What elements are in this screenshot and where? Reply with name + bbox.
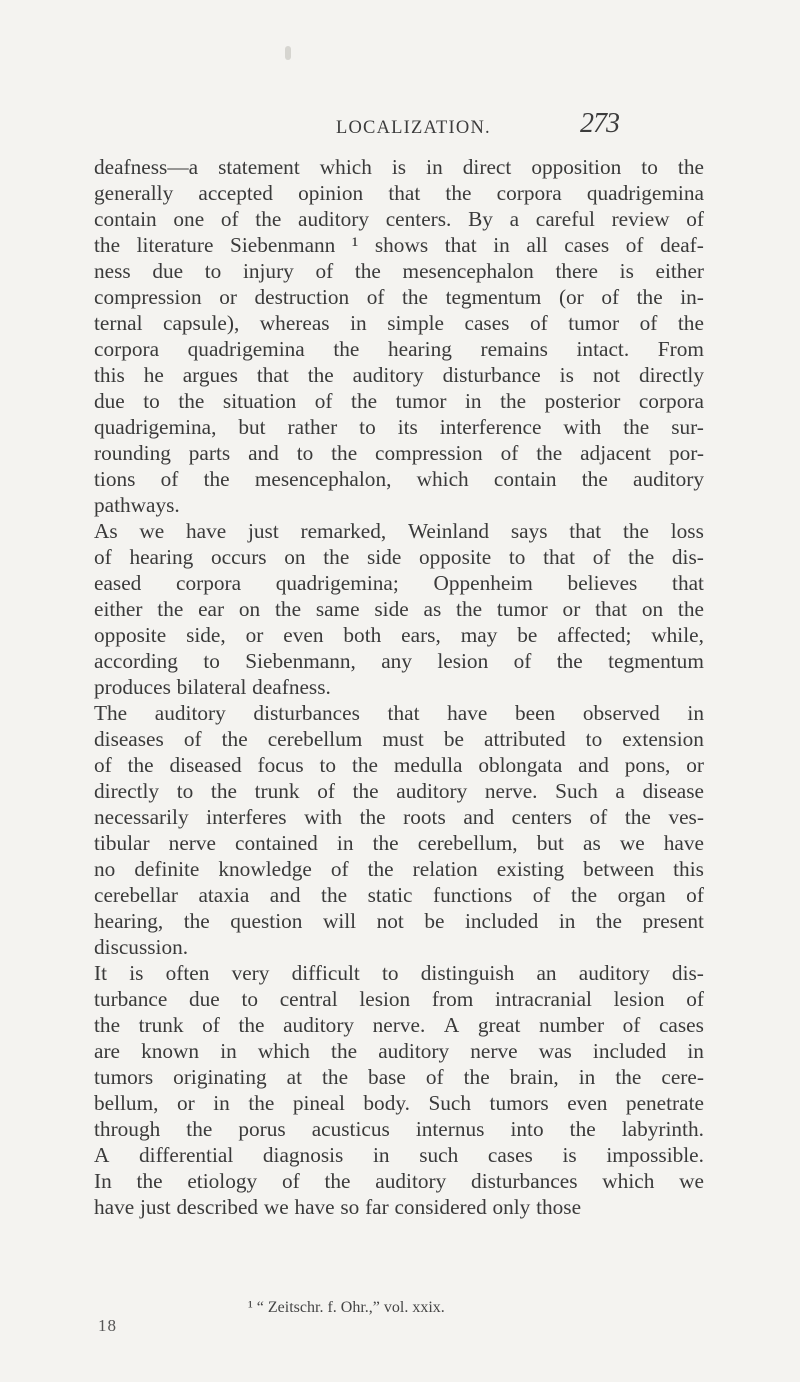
text-line: the literature Siebenmann ¹ shows that in all cases of deaf- <box>94 233 704 257</box>
text-line: are known in which the auditory nerve was included in <box>94 1039 704 1063</box>
text-line: either the ear on the same side as the tumor or that on the <box>94 597 704 621</box>
text-line: hearing, the question will not be included in the present <box>94 909 704 933</box>
text-line: It is often very difficult to distinguish an auditory dis- <box>94 961 704 985</box>
text-line: bellum, or in the pineal body. Such tumors even penetrate <box>94 1091 704 1115</box>
text-line: due to the situation of the tumor in the posterior corpora <box>94 389 704 413</box>
text-line: deafness—a statement which is in direct opposition to the <box>94 155 704 179</box>
text-line: rounding parts and to the compression of the adjacent por- <box>94 441 704 465</box>
text-line: have just described we have so far considered only those <box>94 1195 582 1219</box>
text-line: opposite side, or even both ears, may be affected; while, <box>94 623 704 647</box>
text-line: the trunk of the auditory nerve. A great number of cases <box>94 1013 704 1037</box>
text-line: ternal capsule), whereas in simple cases of tumor of the <box>94 311 704 335</box>
running-head: LOCALIZATION. <box>336 118 491 138</box>
text-line: tibular nerve contained in the cerebellum, but as we have <box>94 831 704 855</box>
text-line: As we have just remarked, Weinland says that the loss <box>94 519 704 543</box>
text-line: compression or destruction of the tegmentum (or of the in- <box>94 285 704 309</box>
text-line: ness due to injury of the mesencephalon there is either <box>94 259 704 283</box>
text-line: generally accepted opinion that the corpora quadrigemina <box>94 181 704 205</box>
text-line: according to Siebenmann, any lesion of the tegmentum <box>94 649 704 673</box>
text-line: tumors originating at the base of the brain, in the cere- <box>94 1065 704 1089</box>
text-line: no definite knowledge of the relation existing between this <box>94 857 704 881</box>
text-line: A differential diagnosis in such cases is impossible. <box>94 1143 704 1167</box>
body-text <box>94 154 704 1220</box>
text-line: produces bilateral deafness. <box>94 675 331 699</box>
text-line: eased corpora quadrigemina; Oppenheim believes that <box>94 571 704 595</box>
text-line: tions of the mesencephalon, which contain the auditory <box>94 467 704 491</box>
text-line: diseases of the cerebellum must be attributed to extension <box>94 727 704 751</box>
text-line: of hearing occurs on the side opposite to that of the dis- <box>94 545 704 569</box>
text-line: pathways. <box>94 493 180 517</box>
text-line: directly to the trunk of the auditory nerve. Such a disease <box>94 779 704 803</box>
text-line: quadrigemina, but rather to its interference with the sur- <box>94 415 704 439</box>
signature-mark: 18 <box>98 1316 117 1335</box>
page-number: 273 <box>580 108 619 139</box>
text-line: of the diseased focus to the medulla oblongata and pons, or <box>94 753 704 777</box>
text-line: cerebellar ataxia and the static functions of the organ of <box>94 883 704 907</box>
text-line: this he argues that the auditory disturbance is not directly <box>94 363 704 387</box>
page-header <box>0 108 800 148</box>
footnote: ¹ “ Zeitschr. f. Ohr.,” vol. xxix. <box>248 1299 445 1316</box>
text-line: In the etiology of the auditory disturbances which we <box>94 1169 704 1193</box>
page-speck <box>285 46 291 60</box>
text-line: turbance due to central lesion from intracranial lesion of <box>94 987 704 1011</box>
text-line: contain one of the auditory centers. By a careful review of <box>94 207 704 231</box>
text-line: discussion. <box>94 935 189 959</box>
text-line: necessarily interferes with the roots and centers of the ves- <box>94 805 704 829</box>
text-line: through the porus acusticus internus into the labyrinth. <box>94 1117 704 1141</box>
text-line: The auditory disturbances that have been observed in <box>94 701 704 725</box>
text-line: corpora quadrigemina the hearing remains intact. From <box>94 337 704 361</box>
